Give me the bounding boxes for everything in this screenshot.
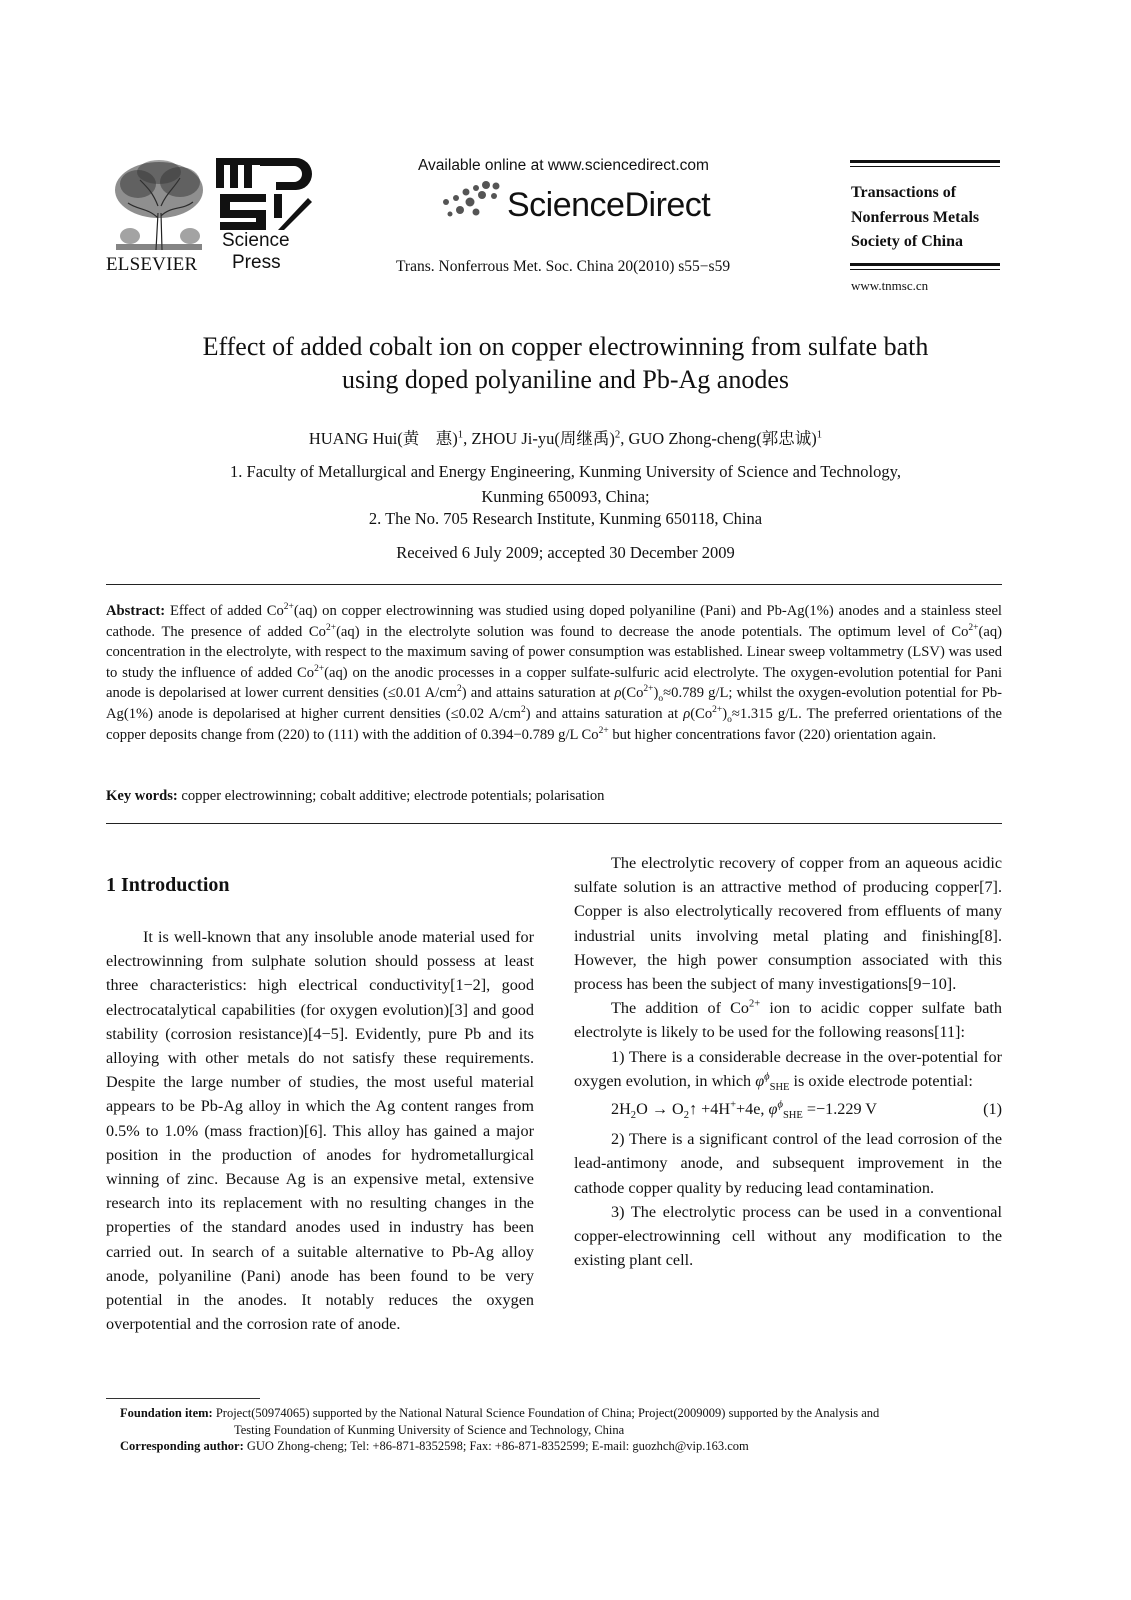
para-text: 1) There is a considerable decrease in the over-potential for oxygen evolution, in which — [574, 1047, 1002, 1090]
abstract-label: Abstract: — [106, 603, 166, 619]
abstract-sup: 2+ — [712, 705, 723, 716]
eq-part: +4e, — [736, 1100, 769, 1119]
affiliation-1 — [0, 460, 1131, 509]
eq-part: 2H — [611, 1100, 631, 1119]
abstract-text: ) and attains saturation at — [461, 685, 615, 702]
para-sup: 2+ — [749, 998, 761, 1010]
abstract-text: ≈0.789 g/L; whilst the oxygen-evolution potential for Pb-Ag(1%) anode is depolarised at higher current densities (≤0.02 A/cm — [106, 685, 1002, 722]
abstract-sup: 2 — [457, 684, 462, 695]
abstract-text: Effect of added Co — [165, 603, 284, 619]
abstract — [106, 601, 1002, 745]
foundation-item — [120, 1405, 1002, 1422]
para-text: The addition of Co — [611, 999, 749, 1018]
science-press-wordmark — [222, 230, 290, 274]
rho-symbol: ρ — [614, 685, 622, 702]
available-online-text: Available online at www.sciencedirect.com — [418, 157, 709, 174]
abstract-text: (Co — [690, 705, 713, 722]
author-3-affil: 1 — [816, 428, 823, 441]
journal-rule-bottom-thin — [850, 269, 1000, 270]
phi-symbol: φ — [755, 1071, 765, 1090]
journal-rule-top — [850, 160, 1000, 163]
abstract-sup: 2+ — [598, 725, 609, 736]
affiliation-1-line1: 1. Faculty of Metallurgical and Energy Engineering, Kunming University of Science and Technology, — [230, 462, 901, 481]
abstract-sup: 2+ — [325, 622, 337, 633]
abstract-sup: 2 — [520, 705, 526, 716]
author-1-affil: 1 — [457, 428, 464, 441]
abstract-text: ≈1.315 g/L. The preferred orientations of the copper deposits change from (220) to (111) with the addition of 0.394−0.789 g/L Co — [106, 705, 1002, 743]
footnotes — [120, 1405, 1002, 1455]
journal-name — [851, 181, 979, 255]
abstract-sup: 2+ — [643, 684, 654, 695]
journal-rule-top-thin — [850, 166, 1000, 167]
phi-sup: ϕ — [777, 1099, 783, 1111]
abstract-rule-bottom — [106, 823, 1002, 824]
para-text: ion to acidic copper sulfate bath electrolyte is likely to be used for the following reasons[11]: — [574, 999, 1002, 1042]
rho-symbol: ρ — [683, 705, 691, 722]
equation-number: (1) — [983, 1100, 1002, 1119]
keywords-text: copper electrowinning; cobalt additive; electrode potentials; polarisation — [177, 788, 605, 804]
abstract-text: (aq) in the electrolyte solution was found to decrease the anode potentials. The optimum level of Co — [336, 623, 969, 640]
journal-name-line3: Society of China — [851, 233, 963, 250]
elsevier-tree-logo — [108, 158, 210, 254]
para-text: is oxide electrode potential: — [789, 1071, 973, 1090]
author-2: , ZHOU Ji-yu(周继禹) — [463, 429, 615, 448]
intro-paragraph-3 — [574, 996, 1002, 1044]
intro-paragraph-6: 3) The electrolytic process can be used in a conventional copper-electrowinning cell without any modification to the existing plant cell. — [574, 1202, 1002, 1270]
paper-title — [0, 330, 1131, 396]
abstract-text: ) and attains saturation at — [525, 705, 684, 722]
paper-title-line1: Effect of added cobalt ion on copper electrowinning from sulfate bath — [202, 332, 929, 361]
abstract-rule-top — [106, 584, 1002, 585]
intro-paragraph-5: 2) There is a significant control of the lead corrosion of the lead-antimony anode, and subsequent improvement in the cathode copper quality by reducing lead contamination. — [574, 1130, 1002, 1197]
eq-part: =−1.229 V — [802, 1100, 877, 1119]
phi-sub: SHE — [769, 1082, 790, 1094]
corresponding-author — [120, 1438, 1002, 1455]
keywords — [106, 786, 1002, 807]
footnote-rule — [106, 1398, 260, 1399]
abstract-sub: o — [727, 714, 732, 725]
journal-url: www.tnmsc.cn — [851, 278, 929, 293]
eq-sub: 2 — [630, 1110, 637, 1122]
abstract-sup: 2+ — [314, 663, 325, 674]
journal-citation: Trans. Nonferrous Met. Soc. China 20(2010) s55−s59 — [396, 258, 731, 275]
science-press-line2: Press — [232, 252, 281, 273]
intro-paragraph-1: It is well-known that any insoluble anode material used for electrowinning from sulphate solution should possess at least three characteristics: high electrical conductivity[1−2], good electrocatalytical capabilities (for oxygen evolution)[3] and good stability (corrosion resistance)[4−5]. Evidently, pure Pb and its alloying with other metals do not satisfy these requirements. Despite the large number of studies, the most useful material appears to be Pb-Ag alloy in which the Ag content ranges from 0.5% to 1.0% (mass fraction)[6]. This alloy has gained a major position in the production of anodes for hydrometallurgical winning of zinc. Because Ag is an expensive metal, extensive research into its replacement with no resulting changes in the properties of the standard anodes used in industry has been carried out. In search of a suitable alternative to Pb-Ag alloy anode, polyaniline (Pani) anode has been found to be very potential in the anodes. It notably reduces the oxygen overpotential and the corrosion rate of anode. — [106, 928, 534, 1334]
abstract-text: (aq) concentration in the electrolyte, with respect to the maximum saving of power consumption was established. Linear sweep voltammetry (LSV) was used to study the influence of added Co — [106, 623, 1002, 681]
sciencedirect-wordmark: ScienceDirect — [507, 186, 711, 224]
equation-1 — [574, 1097, 1002, 1121]
abstract-text: (aq) on the anodic processes in a copper sulfate-sulfuric acid electrolyte. The oxygen-evolution potential for Pani anode is depolarised at lower current densities (≤0.01 A/cm — [106, 664, 1002, 702]
phi-sup: ϕ — [764, 1071, 770, 1083]
abstract-sup: 2+ — [968, 622, 979, 633]
author-2-affil: 2 — [614, 428, 621, 441]
science-press-line1: Science — [222, 230, 290, 251]
eq-sup: + — [730, 1099, 737, 1111]
journal-rule-bottom — [850, 263, 1000, 266]
author-list — [0, 425, 1131, 449]
left-column — [106, 925, 534, 1336]
intro-paragraph-4 — [574, 1045, 1002, 1093]
eq-sub: 2 — [683, 1110, 690, 1122]
foundation-label: Foundation item: — [120, 1406, 213, 1420]
sciencedirect-dots-icon — [436, 180, 508, 220]
abstract-text: ) — [722, 705, 728, 722]
phi-symbol: φ — [768, 1100, 778, 1119]
journal-name-line1: Transactions of — [851, 184, 957, 201]
received-dates: Received 6 July 2009; accepted 30 December 2009 — [396, 543, 735, 562]
affiliation-2: 2. The No. 705 Research Institute, Kunming 650118, China — [368, 509, 763, 528]
abstract-text: ) — [653, 685, 659, 702]
foundation-item-cont: Testing Foundation of Kunming University of Science and Technology, China — [234, 1422, 625, 1437]
eq-part: O — [636, 1100, 648, 1119]
intro-paragraph-2: The electrolytic recovery of copper from an aqueous acidic sulfate solution is an attractive method of producing copper[7]. Copper is also electrolytically recovered from effluents of many industrial units involving metal plating and finishing[8]. However, the high power consumption associated with this process has been the subject of many investigations[9−10]. — [574, 854, 1002, 994]
affiliation-1-line2: Kunming 650093, China; — [481, 486, 650, 506]
section-heading-introduction: 1 Introduction — [106, 874, 230, 896]
foundation-text: Project(50974065) supported by the National Natural Science Foundation of China; Project(2009009) supported by the Analysis and — [212, 1406, 880, 1420]
phi-sub: SHE — [782, 1110, 803, 1122]
eq-part: ↑ — [689, 1100, 698, 1119]
abstract-sup: 2+ — [283, 602, 294, 613]
author-1: HUANG Hui(黄 惠) — [308, 429, 458, 448]
science-press-logo — [216, 158, 312, 230]
abstract-text: (aq) on copper electrowinning was studied using doped polyaniline (Pani) and Pb-Ag(1%) anodes and a stainless steel cathode. The presence of added Co — [106, 603, 1002, 640]
abstract-sub: o — [658, 694, 664, 705]
keywords-label: Key words: — [106, 788, 178, 804]
elsevier-wordmark: ELSEVIER — [106, 254, 198, 275]
corr-label: Corresponding author: — [120, 1439, 244, 1453]
equation-1-body — [574, 1097, 877, 1121]
corr-text: GUO Zhong-cheng; Tel: +86-871-8352598; Fax: +86-871-8352599; E-mail: guozhch@vip.163.com — [243, 1439, 749, 1453]
eq-part: → O — [647, 1100, 684, 1119]
right-column — [574, 851, 1002, 1272]
paper-title-line2: using doped polyaniline and Pb-Ag anodes — [342, 365, 789, 394]
journal-name-line2: Nonferrous Metals — [851, 208, 980, 226]
abstract-text: (Co — [621, 685, 644, 702]
author-3: , GUO Zhong-cheng(郭忠诚) — [620, 429, 817, 448]
eq-part: +4H — [697, 1100, 731, 1119]
abstract-text: but higher concentrations favor (220) orientation again. — [608, 726, 937, 743]
